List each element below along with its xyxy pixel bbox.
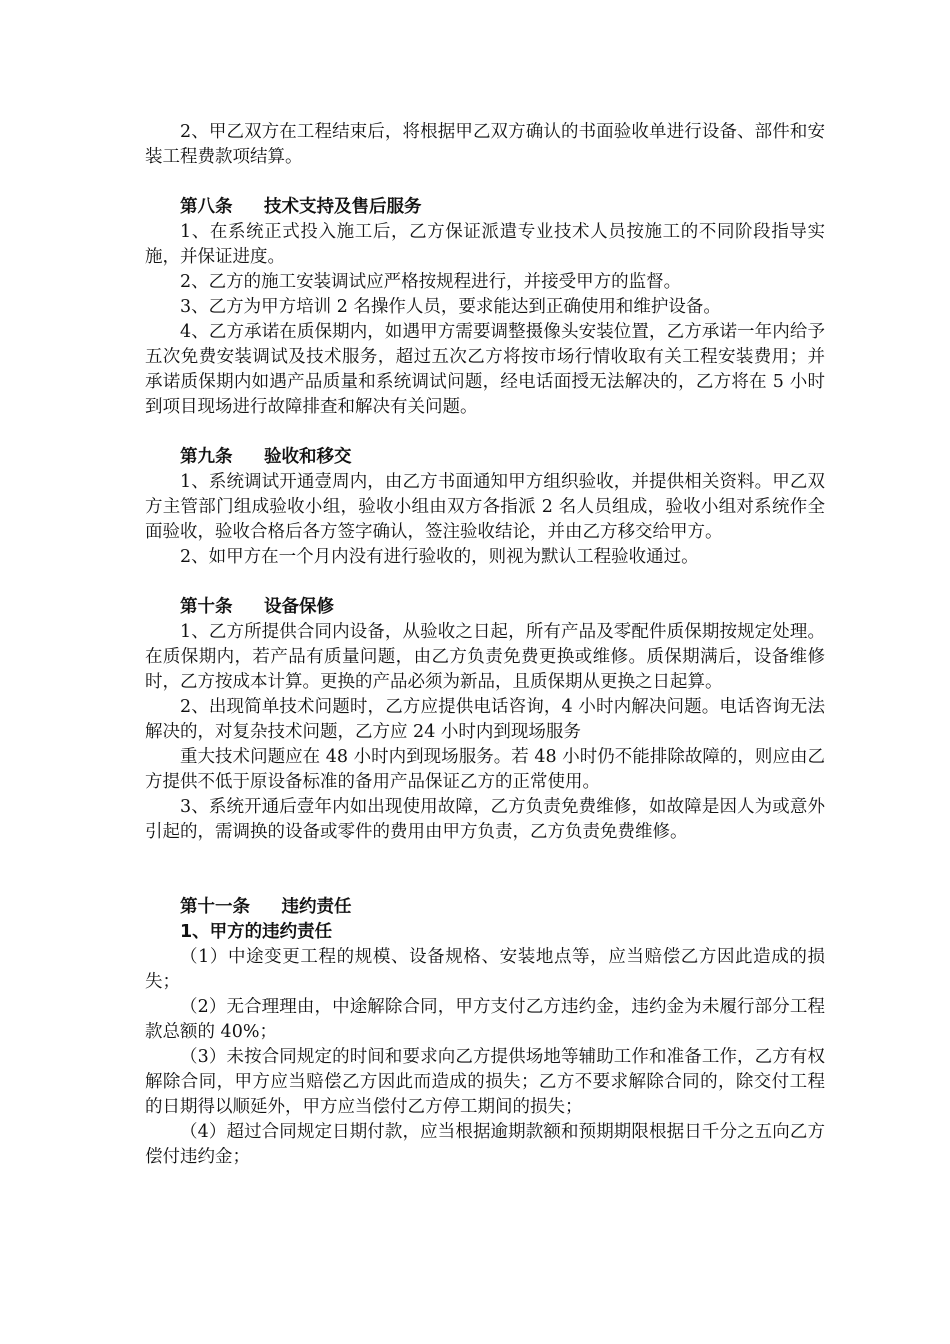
paragraph: 1、在系统正式投入施工后，乙方保证派遣专业技术人员按施工的不同阶段指导实施，并保证进度。 <box>145 222 825 267</box>
contract-page <box>145 120 825 1170</box>
article-11-heading <box>145 895 825 920</box>
article-10-heading <box>145 595 825 620</box>
article-number: 第八条 <box>180 197 233 217</box>
article-title: 违约责任 <box>281 897 352 917</box>
article-8-heading <box>145 195 825 220</box>
paragraph-settlement: 2、甲乙双方在工程结束后，将根据甲乙双方确认的书面验收单进行设备、部件和安装工程费款项结算。 <box>145 122 825 167</box>
paragraph: 3、乙方为甲方培训 2 名操作人员，要求能达到正确使用和维护设备。 <box>180 297 721 317</box>
article-9-heading <box>145 445 825 470</box>
paragraph: 4、乙方承诺在质保期内，如遇甲方需要调整摄像头安装位置，乙方承诺一年内给予五次免费安装调试及技术服务，超过五次乙方将按市场行情收取有关工程安装费用；并承诺质保期内如遇产品质量和系统调试问题，经电话面授无法解决的，乙方将在 5 小时到项目现场进行故障排查和解决有关问题。 <box>145 322 825 417</box>
article-number: 第十一条 <box>180 897 250 917</box>
list-item: （2）无合理理由，中途解除合同，甲方支付乙方违约金，违约金为未履行部分工程款总额的 40%； <box>145 997 825 1042</box>
list-item: （3）未按合同规定的时间和要求向乙方提供场地等辅助工作和准备工作，乙方有权解除合同，甲方应当赔偿乙方因此而造成的损失；乙方不要求解除合同的，除交付工程的日期得以顺延外，甲方应当偿付乙方停工期间的损失； <box>145 1047 825 1117</box>
paragraph: 2、乙方的施工安装调试应严格按规程进行，并接受甲方的监督。 <box>180 272 682 292</box>
article-number: 第九条 <box>180 447 233 467</box>
article-title: 设备保修 <box>264 597 334 617</box>
article-title: 技术支持及售后服务 <box>264 197 422 217</box>
paragraph: 3、系统开通后壹年内如出现使用故障，乙方负责免费维修，如故障是因人为或意外引起的，需调换的设备或零件的费用由甲方负责，乙方负责免费维修。 <box>145 797 825 842</box>
list-item: （1）中途变更工程的规模、设备规格、安装地点等，应当赔偿乙方因此造成的损失； <box>145 947 825 992</box>
article-number: 第十条 <box>180 597 233 617</box>
paragraph: 2、如甲方在一个月内没有进行验收的，则视为默认工程验收通过。 <box>180 547 699 567</box>
list-item: （4）超过合同规定日期付款，应当根据逾期款额和预期期限根据日千分之五向乙方偿付违约金； <box>145 1122 825 1167</box>
paragraph: 1、系统调试开通壹周内，由乙方书面通知甲方组织验收，并提供相关资料。甲乙双方主管部门组成验收小组，验收小组由双方各指派 2 名人员组成，验收小组对系统作全面验收，验收合格后各方签字确认，签注验收结论，并由乙方移交给甲方。 <box>145 472 825 542</box>
article-title: 验收和移交 <box>264 447 352 467</box>
paragraph: 重大技术问题应在 48 小时内到现场服务。若 48 小时仍不能排除故障的，则应由乙方提供不低于原设备标准的备用产品保证乙方的正常使用。 <box>145 747 825 792</box>
subsection-heading: 1、甲方的违约责任 <box>180 922 333 942</box>
paragraph: 1、乙方所提供合同内设备，从验收之日起，所有产品及零配件质保期按规定处理。在质保期内，若产品有质量问题，由乙方负责免费更换或维修。质保期满后，设备维修时，乙方按成本计算。更换的产品必须为新品，且质保期从更换之日起算。 <box>145 622 825 692</box>
paragraph: 2、出现简单技术问题时，乙方应提供电话咨询，4 小时内解决问题。电话咨询无法解决的，对复杂技术问题，乙方应 24 小时内到现场服务 <box>145 697 825 742</box>
